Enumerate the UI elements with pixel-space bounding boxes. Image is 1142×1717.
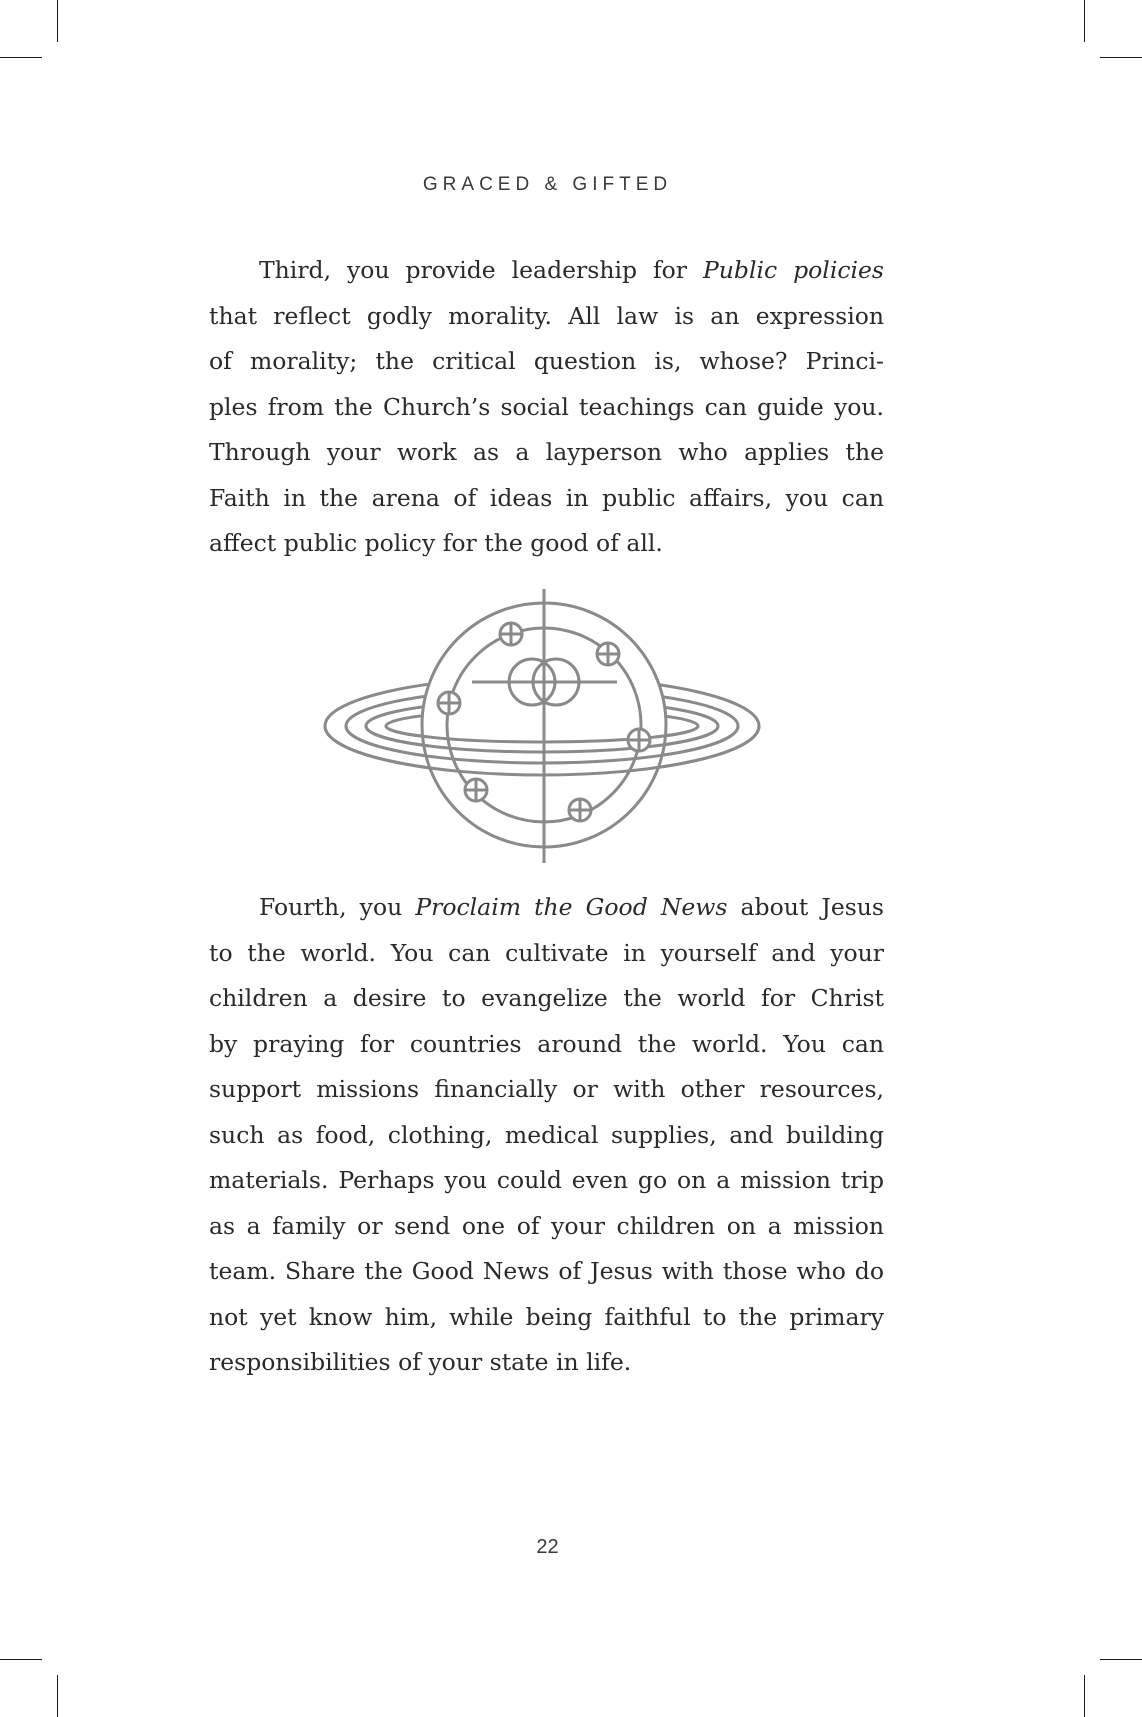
crop-mark-bottom-left-horizontal	[0, 1659, 42, 1660]
text-line: Faith in the arena of ideas in public affairs, you can	[209, 483, 884, 512]
text-line: affect public policy for the good of all.	[209, 529, 663, 557]
crop-mark-top-right-vertical	[1084, 0, 1085, 42]
text-line: that reflect godly morality. All law is an expression	[209, 301, 884, 330]
text-line: as a family or send one of your children on a mission	[209, 1211, 884, 1240]
text-line: team. Share the Good News of Jesus with those who do	[209, 1257, 884, 1285]
crop-mark-top-right-horizontal	[1100, 57, 1142, 58]
text-line: Through your work as a layperson who applies the	[209, 438, 884, 466]
page-number: 22	[536, 1536, 559, 1558]
text-line: not yet know him, while being faithful to the primary	[209, 1302, 884, 1331]
text-line	[209, 885, 884, 931]
text-line: such as food, clothing, medical supplies, and building	[209, 1120, 884, 1149]
paragraph-proclaim-good-news	[209, 885, 884, 1386]
text-line: children a desire to evangelize the world for Christ	[209, 984, 884, 1012]
text-run: Third, you provide leadership for	[259, 256, 703, 284]
text-line: support missions financially or with other resources,	[209, 1075, 884, 1103]
emphasized-phrase: Proclaim the Good News	[415, 893, 728, 921]
crop-mark-top-left-horizontal	[0, 57, 42, 58]
crop-mark-top-left-vertical	[57, 0, 58, 42]
text-line: by praying for countries around the world. You can	[209, 1029, 884, 1058]
emphasized-phrase: Public policies	[702, 256, 884, 284]
crop-mark-bottom-left-vertical	[57, 1675, 58, 1717]
text-line	[209, 248, 884, 294]
text-line: of morality; the critical question is, whose? Princi-	[209, 347, 884, 375]
text-line: ples from the Church’s social teachings can guide you.	[209, 392, 884, 421]
globe-cross-rings-icon	[322, 585, 772, 870]
text-run: Fourth, you	[259, 893, 416, 921]
text-run: about Jesus	[727, 893, 884, 921]
text-line: materials. Perhaps you could even go on a mission trip	[209, 1166, 884, 1194]
crop-mark-bottom-right-vertical	[1084, 1675, 1085, 1717]
paragraph-public-policies	[209, 248, 884, 567]
text-line: responsibilities of your state in life.	[209, 1348, 632, 1376]
text-line: to the world. You can cultivate in yourself and your	[209, 938, 884, 967]
crop-mark-bottom-right-horizontal	[1100, 1659, 1142, 1660]
running-head: GRACED & GIFTED	[422, 174, 673, 195]
